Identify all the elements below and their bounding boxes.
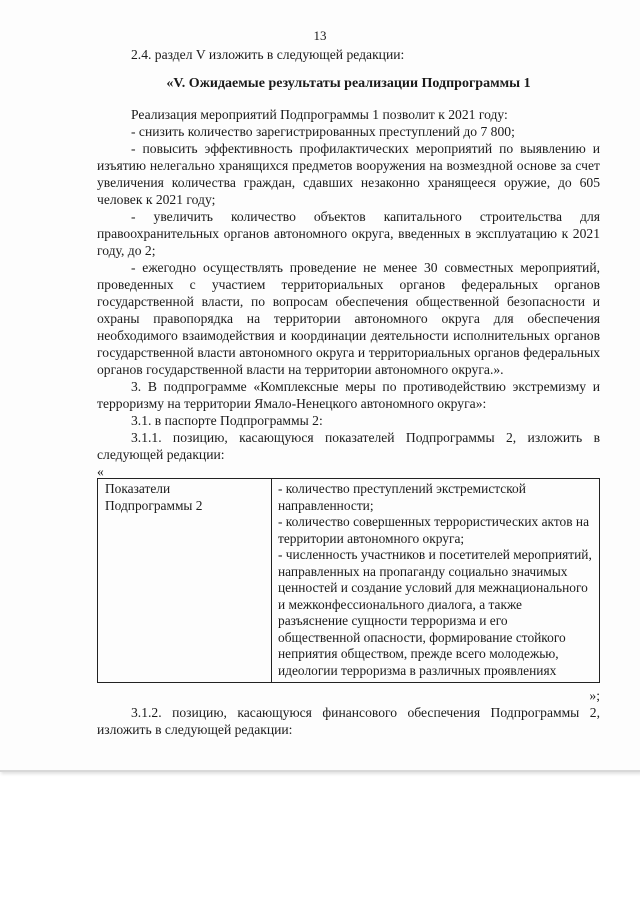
table-item: - количество совершенных террористических актов на территории автономного округа; xyxy=(278,514,590,546)
quote-close-mark: »; xyxy=(589,688,600,703)
section-heading: «V. Ожидаемые результаты реализации Подпрограммы 1 xyxy=(166,76,531,91)
list-item: - повысить эффективность профилактических мероприятий по выявлению и изъятию нелегально хранящихся предметов вооружения на возмездной основе за счет увеличения количества граждан, сдавших незаконно хранящееся оружие, до 605 человек к 2021 году; xyxy=(97,141,600,207)
list-item: - снизить количество зарегистрированных преступлений до 7 800; xyxy=(131,124,515,139)
section-intro: 2.4. раздел V изложить в следующей редакции: xyxy=(131,47,405,62)
page-content xyxy=(97,46,600,738)
paragraph: 3.1. в паспорте Подпрограммы 2: xyxy=(131,413,323,428)
page-number: 13 xyxy=(313,28,327,43)
paragraph: 3.1.1. позицию, касающуюся показателей Подпрограммы 2, изложить в следующей редакции: xyxy=(97,430,600,462)
table-item: - количество преступлений экстремистской направленности; xyxy=(278,481,526,513)
table-label: Показатели Подпрограммы 2 xyxy=(105,481,203,513)
paragraph: 3. В подпрограмме «Комплексные меры по противодействию экстремизму и терроризму на территории Ямало-Ненецкого автономного округа»: xyxy=(97,379,600,411)
table-item: - численность участников и посетителей мероприятий, направленных на пропаганду социально значимых ценностей и создание условий для межнационального и межконфессионального диалога, а также разъяснение сущности терроризма и его общественной опасности, формирование стойкого неприятия обществом, прежде всего молодежью, идеологии терроризма в различных проявлениях xyxy=(278,547,592,678)
table-row xyxy=(98,479,600,683)
list-item: - увеличить количество объектов капитального строительства для правоохранительных органов автономного округа, введенных в эксплуатацию к 2021 году, до 2; xyxy=(97,209,600,258)
table-value-cell xyxy=(272,479,600,683)
indicators-table xyxy=(97,478,600,683)
list-item: - ежегодно осуществлять проведение не менее 30 совместных мероприятий, проведенных с участием территориальных органов федеральных органов государственной власти, по вопросам обеспечения общественной безопасности и охраны правопорядка на территории автономного округа для обеспечения необходимого взаимодействия и координации деятельности исполнительных органов государственной власти автономного округа и территориальных органов федеральных органов государственной власти на территории автономного округа.». xyxy=(97,260,600,377)
paragraph: Реализация мероприятий Подпрограммы 1 позволит к 2021 году: xyxy=(131,107,508,122)
table-label-cell xyxy=(98,479,272,683)
quote-open-mark: « xyxy=(97,464,104,479)
final-paragraph: 3.1.2. позицию, касающуюся финансового обеспечения Подпрограммы 2, изложить в следующей редакции: xyxy=(97,705,600,737)
